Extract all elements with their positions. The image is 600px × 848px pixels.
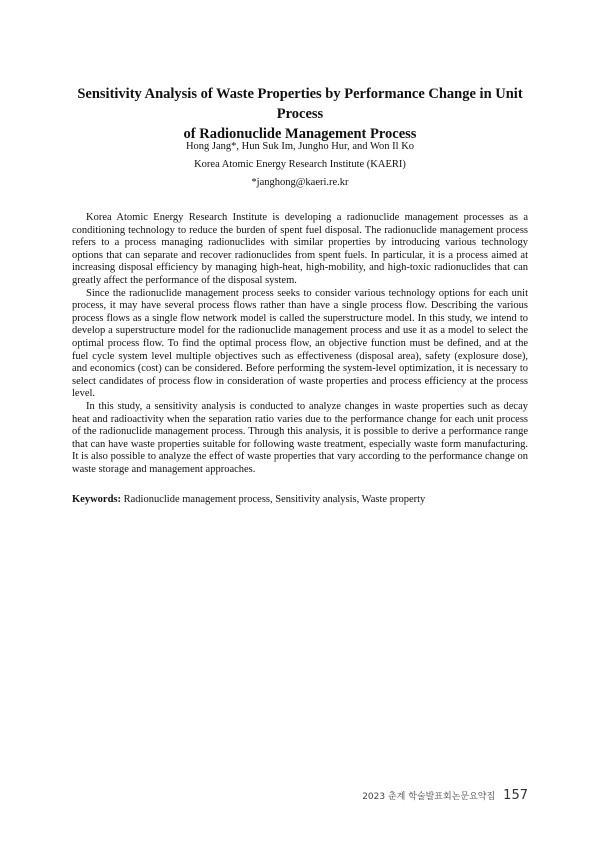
paragraph: Since the radionuclide management process seeks to consider various technology options for each unit process, it may have several process flows rather than have a single process flow. Describing the various process flows as a single flow network model is called the superstructure model. In this study, we intend to develop a superstructure model for the radionuclide management process and use it as a model to select the optimal process flow. To find the optimal process flow, an objective function must be defined, and at the fuel cycle system level multiple objectives such as effectiveness (disposal area), safety (explosure dose), and economics (cost) can be considered. Before performing the system-level optimization, it is necessary to select candidates of process flow in consideration of waste properties and process efficiency at the process level.: [72, 287, 528, 400]
keywords-label: Keywords:: [72, 494, 121, 505]
keywords-text: Radionuclide management process, Sensitivity analysis, Waste property: [123, 494, 426, 505]
page-number: 157: [503, 788, 528, 803]
affiliation: Korea Atomic Energy Research Institute (KAERI): [194, 159, 406, 170]
paragraph: In this study, a sensitivity analysis is conducted to analyze changes in waste properties such as decay heat and radioactivity when the separation ratio varies due to the performance change for each unit process of the radionuclide management process. Through this analysis, it is possible to derive a performance range that can have waste properties suitable for following waste treatment, especially waste form manufacturing. It is also possible to analyze the effect of waste properties that vary according to the performance change on waste storage and management approaches.: [72, 400, 528, 475]
title-line-2: of Radionuclide Management Process: [183, 126, 417, 142]
paper-title: [60, 84, 540, 144]
author-email: *janghong@kaeri.re.kr: [251, 177, 349, 188]
paragraph: Korea Atomic Energy Research Institute is developing a radionuclide management processes as a conditioning technology to reduce the burden of spent fuel disposal. The radionuclide management process refers to a process managing radionuclides with similar properties by introducing various technology options that can separate and recover radionuclides from spent fuels. In particular, it is a process aimed at increasing disposal efficiency by managing high-heat, high-mobility, and high-toxic radionuclides that can greatly affect the performance of the disposal system.: [72, 212, 528, 286]
keywords-line: [72, 494, 528, 505]
title-line-1: Sensitivity Analysis of Waste Properties by Performance Change in Unit Process: [77, 86, 523, 122]
proceedings-title: 2023 춘계 학술발표회논문요약집: [362, 792, 496, 802]
authors: Hong Jang*, Hun Suk Im, Jungho Hur, and Won Il Ko: [185, 141, 415, 152]
page-footer: [362, 788, 528, 803]
abstract-body: [72, 212, 528, 476]
